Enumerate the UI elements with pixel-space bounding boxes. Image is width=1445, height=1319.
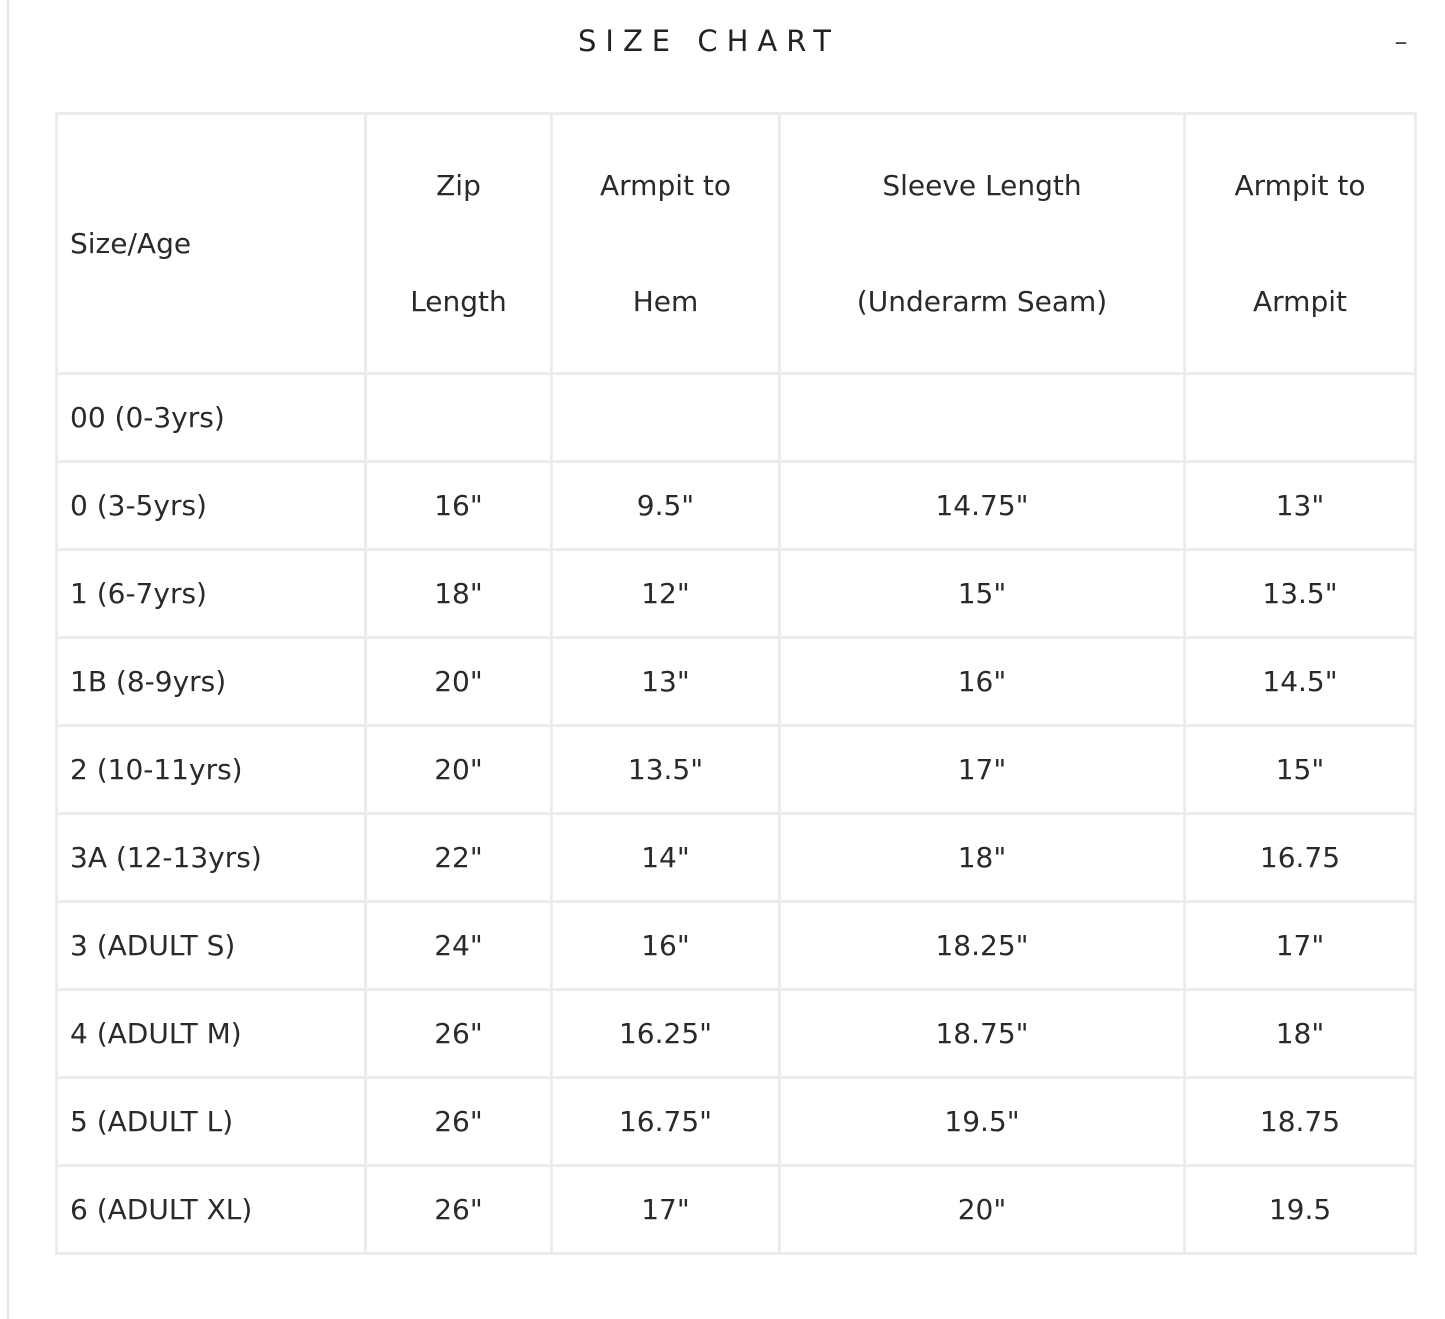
header-label-line: Hem: [632, 284, 699, 318]
table-row: [57, 638, 1416, 726]
armpit-to-hem-cell: 16": [552, 902, 780, 990]
size-chart-title: SIZE CHART: [577, 24, 841, 58]
table-row: [57, 462, 1416, 550]
size-chart-table: [55, 112, 1417, 1255]
armpit-to-hem-cell: 13.5": [552, 726, 780, 814]
zip-length-cell: 16": [366, 462, 552, 550]
header-zip-length: [366, 114, 552, 374]
zip-length-cell: [366, 374, 552, 462]
left-border-line: [7, 0, 9, 1319]
zip-length-cell: 20": [366, 638, 552, 726]
table-row: [57, 550, 1416, 638]
armpit-to-armpit-cell: 18": [1185, 990, 1416, 1078]
header-label-line: Sleeve Length: [882, 168, 1082, 202]
armpit-to-armpit-cell: 14.5": [1185, 638, 1416, 726]
armpit-to-hem-cell: 14": [552, 814, 780, 902]
size-age-cell: 0 (3-5yrs): [57, 462, 366, 550]
table-row: [57, 726, 1416, 814]
header-label-line: Size/Age: [70, 226, 192, 260]
armpit-to-armpit-cell: 19.5: [1185, 1166, 1416, 1254]
zip-length-cell: 24": [366, 902, 552, 990]
sleeve-length-cell: 16": [780, 638, 1185, 726]
header-label-line: (Underarm Seam): [856, 284, 1108, 318]
sleeve-length-cell: 19.5": [780, 1078, 1185, 1166]
size-age-cell: 3A (12-13yrs): [57, 814, 366, 902]
armpit-to-armpit-cell: 18.75: [1185, 1078, 1416, 1166]
zip-length-cell: 26": [366, 990, 552, 1078]
zip-length-cell: 20": [366, 726, 552, 814]
sleeve-length-cell: 18.25": [780, 902, 1185, 990]
size-age-cell: 3 (ADULT S): [57, 902, 366, 990]
table-header-row: [57, 114, 1416, 374]
sleeve-length-cell: [780, 374, 1185, 462]
header-size-age: [57, 114, 366, 374]
armpit-to-hem-cell: 12": [552, 550, 780, 638]
armpit-to-armpit-cell: 13.5": [1185, 550, 1416, 638]
armpit-to-hem-cell: 16.25": [552, 990, 780, 1078]
zip-length-cell: 26": [366, 1166, 552, 1254]
armpit-to-armpit-cell: 13": [1185, 462, 1416, 550]
header-armpit-to-armpit: [1185, 114, 1416, 374]
header-label-line: Armpit: [1253, 284, 1347, 318]
size-age-cell: 00 (0-3yrs): [57, 374, 366, 462]
size-chart-header: [0, 0, 1445, 90]
size-age-cell: 6 (ADULT XL): [57, 1166, 366, 1254]
header-label-line: Armpit to: [1234, 168, 1366, 202]
header-label-line: Zip: [436, 168, 481, 202]
table-row: [57, 814, 1416, 902]
header-sleeve-length: [780, 114, 1185, 374]
table-body: [57, 374, 1416, 1254]
table-row: [57, 902, 1416, 990]
table-row: [57, 1166, 1416, 1254]
header-label-line: Armpit to: [600, 168, 731, 202]
armpit-to-hem-cell: 16.75": [552, 1078, 780, 1166]
header-armpit-to-hem: [552, 114, 780, 374]
sleeve-length-cell: 14.75": [780, 462, 1185, 550]
zip-length-cell: 22": [366, 814, 552, 902]
zip-length-cell: 18": [366, 550, 552, 638]
size-age-cell: 1 (6-7yrs): [57, 550, 366, 638]
armpit-to-hem-cell: [552, 374, 780, 462]
size-age-cell: 1B (8-9yrs): [57, 638, 366, 726]
sleeve-length-cell: 18.75": [780, 990, 1185, 1078]
size-age-cell: 4 (ADULT M): [57, 990, 366, 1078]
armpit-to-armpit-cell: [1185, 374, 1416, 462]
armpit-to-armpit-cell: 15": [1185, 726, 1416, 814]
zip-length-cell: 26": [366, 1078, 552, 1166]
sleeve-length-cell: 17": [780, 726, 1185, 814]
size-age-cell: 2 (10-11yrs): [57, 726, 366, 814]
sleeve-length-cell: 15": [780, 550, 1185, 638]
table-row: [57, 990, 1416, 1078]
table-row: [57, 374, 1416, 462]
size-age-cell: 5 (ADULT L): [57, 1078, 366, 1166]
armpit-to-hem-cell: 9.5": [552, 462, 780, 550]
armpit-to-armpit-cell: 16.75: [1185, 814, 1416, 902]
armpit-to-hem-cell: 17": [552, 1166, 780, 1254]
header-label-line: Length: [410, 284, 507, 318]
collapse-toggle-button[interactable]: –: [1388, 22, 1414, 62]
sleeve-length-cell: 18": [780, 814, 1185, 902]
table-row: [57, 1078, 1416, 1166]
armpit-to-armpit-cell: 17": [1185, 902, 1416, 990]
sleeve-length-cell: 20": [780, 1166, 1185, 1254]
armpit-to-hem-cell: 13": [552, 638, 780, 726]
